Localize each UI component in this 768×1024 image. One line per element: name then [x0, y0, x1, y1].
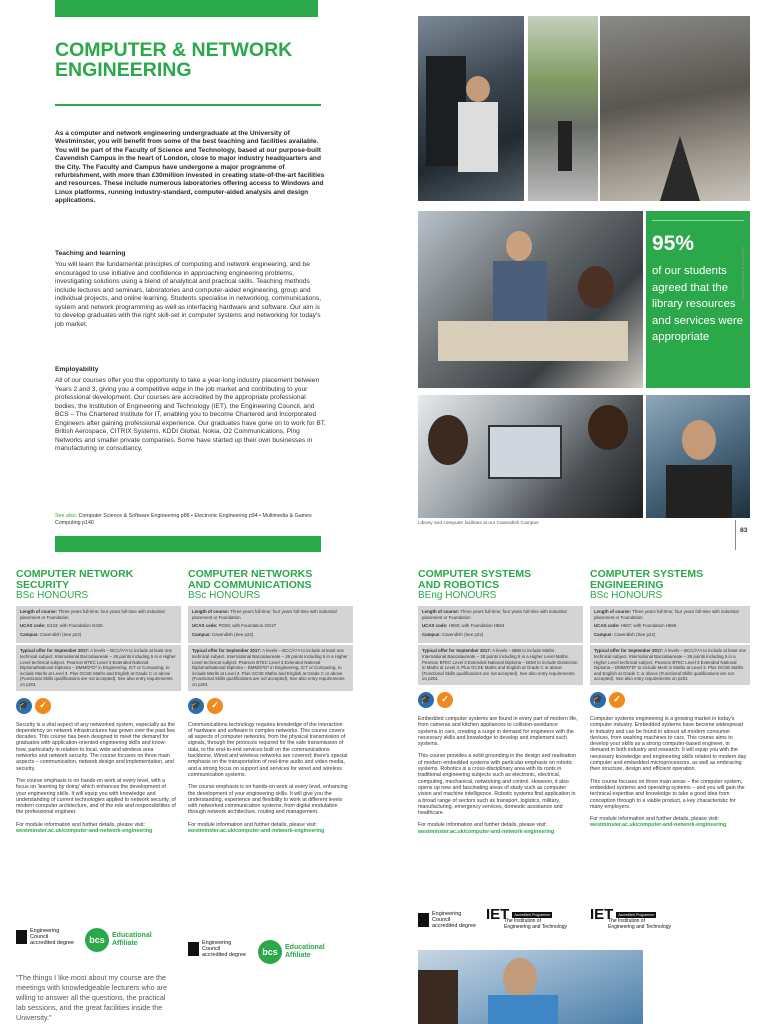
employability-heading: Employability — [55, 366, 99, 373]
checkmark-icon: ✓ — [207, 698, 223, 714]
course-paragraph: The course emphasis is on hands-on work at every level, enhancing the development of your engineering skills. It will give you the understanding, experience and flexibility to work at different levels with networked communication systems, from digital modulation through network architecture, routing and management. — [188, 784, 348, 816]
length-value: Three years full-time; four years full-time with industrial placement or Foundation — [594, 609, 739, 620]
logo-text: Council — [30, 934, 49, 940]
logo-text: Engineering and Technology — [504, 924, 568, 930]
course-info-box — [418, 606, 583, 643]
course-title: COMPUTER SYSTEMS ENGINEERING — [590, 568, 704, 591]
course-paragraph: Embedded computer systems are found in every part of modern life, from cameras and kitchen appliances to collision-avoidance systems in cars, creating a surge in demand for engineers with the necessary skills and knowledge to develop and implement such systems. — [418, 715, 578, 748]
offer-label: Typical offer for September 2017: — [422, 648, 492, 654]
ucas-label: UCAS code: — [422, 623, 448, 629]
photo-student-bottom — [418, 950, 643, 1024]
logo-text: Educational — [112, 932, 152, 939]
mortarboard-icon: 🎓 — [590, 692, 606, 708]
employability-text: All of our courses offer you the opportunity to take a year-long industry placement between Years 2 and 3, giving you a competitive edge in the job market and contributing to your professional development. Our courses are accredited by the appropriate professional bodies, the Institution of Engineering and Technology (IET), the Engineering Council, and BCS – The Chartered Institute for IT, enabling you to become Chartered and Incorporated Engineers after gaining professional experience. Our graduates have gone on to work for BT, British Aerospace, CITRIX Systems, KDDI Global, Nokia, O2 Communications, Ping Networks and smaller private companies. Some have started up their own businesses in manufacturing or consultancy. — [55, 377, 326, 452]
mortarboard-icon: 🎓 — [418, 692, 434, 708]
more-info-text: For module information and further details, please visit: — [188, 821, 317, 828]
course-link[interactable]: westminster.ac.uk/computer-and-network-engineering — [16, 827, 153, 834]
photo-caption: Library and computer facilities at our Cavendish Campus — [418, 521, 539, 526]
photo-student-portrait — [646, 395, 750, 518]
campus-value: Cavendish (See p22) — [614, 631, 656, 637]
length-label: Length of course: — [20, 609, 58, 614]
logo-text: Engineering — [202, 940, 232, 946]
course-info-box — [16, 606, 181, 643]
course-link[interactable]: westminster.ac.uk/computer-and-network-engineering — [590, 822, 727, 829]
logo-text: Council — [432, 917, 451, 923]
logo-text: The Institution of — [608, 918, 645, 924]
stat-number: 95% — [652, 232, 695, 255]
course-degree: BSc HONOURS — [590, 590, 663, 601]
campus-value: Cavendish (See p22) — [40, 631, 82, 637]
intro-paragraph: As a computer and network engineering undergraduate at the University of Westminster, you will benefit from some of the best teaching and facilities available. You will be part of the Faculty of Science and Technology, based at our purpose-built Cavendish Campus in the heart of London, close to major industry headquarters and the City. The Faculty and Campus have undergone a major programme of refurbishment, with more than £30million invested in creating state-of-the-art facilities and resources. These include numerous laboratories offering access to Windows and Linux platforms, running industry-standard, computer-aided analysis and design applications. — [55, 130, 325, 205]
engineering-council-logo — [16, 928, 74, 946]
page-title: COMPUTER & NETWORK ENGINEERING — [55, 39, 293, 81]
photo-campus-street — [528, 16, 598, 201]
mortarboard-icon: 🎓 — [188, 698, 204, 714]
course-offer-box — [188, 645, 353, 690]
photo-library-students — [418, 211, 643, 388]
see-also — [55, 513, 323, 527]
logo-text: Educational — [285, 944, 325, 951]
course-degree: BSc HONOURS — [16, 590, 89, 601]
iet-mark-icon: IET — [590, 906, 614, 923]
teaching-text: You will learn the fundamental principles of computing and network engineering, and be encouraged to use initiative and confidence in approaching engineering problems, investigating solutions using a blend of analytical and practical skills. Teaching methods include lectures and seminars, laboratories and computer-aided engineering, group and individual projects, and online learning. Students specialise in networking, communications, system and network programming as well as interfacing hardware and software. Our aim is to develop graduates with the right skill-set in computer systems and networking for today's job market. — [55, 261, 322, 328]
logo-text: Affiliate — [285, 952, 311, 959]
iet-mark-icon: IET — [486, 906, 510, 923]
logo-text: Engineering and Technology — [608, 924, 672, 930]
ucas-value: H650; with Foundation H653 — [448, 623, 505, 629]
logo-text: accredited degree — [30, 940, 75, 946]
course-icons — [590, 692, 750, 708]
engineering-council-mark-icon — [188, 942, 199, 956]
mortarboard-icon: 🎓 — [16, 698, 32, 714]
student-quote: "The things I like most about my course are the meetings with knowledgeable lecturers who are willing to answer all the questions, the practical lab sessions, and the great facilities inside the University." — [16, 973, 168, 1022]
title-rule — [55, 104, 321, 106]
course-icons — [418, 692, 583, 708]
course-paragraph: Security is a vital aspect of any networked system, especially as the dependency on network infrastructures has grown over the past few decades. This course has been designed to meet the demand for graduates with application-oriented engineering skills and know-how, particularly in relation to local, wide and wireless area networks and network security. The course focuses on three main aspects – communication, network design and implementation, and security. — [16, 721, 175, 772]
stat-box — [646, 211, 750, 388]
course-paragraph: The course emphasis is on hands-on work at every level, with a focus on 'learning by doing' which enhances the development of your engineering skills. It will equip you with knowledge and understanding of current technologies applied to network security, of modern computer architecture, and of the role and responsibilities of the professional engineer. — [16, 777, 176, 816]
course-networks-communications — [188, 569, 353, 834]
engineering-council-logo — [188, 940, 246, 958]
engineering-council-mark-icon — [418, 913, 429, 927]
course-description — [188, 722, 348, 835]
ucas-value: H657; with Foundation H656 — [620, 623, 677, 629]
iet-logo — [486, 906, 568, 930]
see-also-label: See also: — [55, 513, 78, 519]
photo-computer-lab — [418, 395, 643, 518]
bcs-mark-icon: bcs — [85, 928, 109, 952]
iet-logo — [590, 906, 672, 930]
course-paragraph: Communications technology requires knowledge of the interaction of hardware and software in complex networks. This course covers all aspects of computer networks, from the physical transmission of signals, through the protocols required for the safe transmission of data, to the end-to-end services built on the communications backbone. Wired and wireless networks are covered; there's special emphasis on the transportation of real-time audio and video media, and a strong focus on support and services for wired and wireless communication systems. — [188, 721, 348, 778]
page-number-rule — [735, 520, 736, 550]
engineering-council-logo — [418, 911, 476, 929]
course-link[interactable]: westminster.ac.uk/computer-and-network-engineering — [188, 827, 325, 834]
course-paragraph: This course provides a solid grounding in the design and realisation of modern embedded systems with particular emphasis on robotic systems. Robotics is a cross-disciplinary area with its roots in traditional engineering subjects such as electronic, electrical, computing, mechanical, networking and control. However, it also opens up new and fascinating areas of study such as computer vision and machine intelligence. Robotic systems find application in a broad range of sectors such as transport, logistics, military, manufacturing, emergency services, domestic assistance and healthcare. — [418, 753, 577, 817]
offer-label: Typical offer for September 2017: — [20, 648, 90, 654]
top-green-bar — [55, 0, 318, 17]
bcs-mark-icon: bcs — [258, 940, 282, 964]
course-info-box — [590, 606, 750, 643]
course-offer-box — [590, 645, 750, 685]
stat-source: National Student Survey 2016 — [740, 246, 745, 300]
engineering-council-mark-icon — [16, 930, 27, 944]
offer-value: A levels – BCC/A*A to include at least one technical subject. International Baccalaureate – 26 points including 5 in a Higher Level technical subject. Pearson BTEC Level 3 Extended National Diploma – DMM/D*D* to include Merit in Maths at Level 3. Plus GCSE Maths and English at Grade C or above (Functional Skills qualifications are not accepted). See also entry requirements on p201 — [594, 648, 746, 682]
course-icons — [16, 698, 181, 714]
campus-label: Campus: — [422, 631, 441, 637]
see-also-text: Computer Science & Software Engineering p86 • Electronic Engineering p94 • Multimedia & Games Computing p140 — [55, 513, 312, 526]
ucas-value: G423; with Foundation G425 — [46, 623, 103, 629]
checkmark-icon: ✓ — [609, 692, 625, 708]
logo-text: Council — [202, 946, 221, 952]
campus-value: Cavendish (See p22) — [442, 631, 484, 637]
bcs-logo — [258, 940, 325, 964]
logo-text: Affiliate — [112, 940, 138, 947]
course-network-security — [16, 569, 181, 834]
logo-text: accredited degree — [202, 952, 247, 958]
offer-value: A levels – BCC/A*A to include at least one technical subject. International Baccalaureate – 26 points including 5 in a Higher Level technical subject. Pearson BTEC Level 3 Extended National Diploma/National Diploma – DMM/D*D* in Engineering, ICT or Computing, to include Merits at Level 3. Plus GCSE Maths and English at Grade C or above (Functional Skills qualifications are not accepted). See also entry requirements on p201 — [20, 648, 176, 687]
course-link[interactable]: westminster.ac.uk/computer-and-network-engineering — [418, 828, 555, 835]
offer-label: Typical offer for September 2017: — [594, 648, 664, 654]
length-label: Length of course: — [422, 609, 460, 614]
ucas-label: UCAS code: — [594, 623, 620, 629]
course-description — [418, 716, 578, 835]
more-info-text: For module information and further details, please visit: — [590, 816, 719, 823]
course-paragraph: Computer systems engineering is a growing market in today's computer industry. Embedded systems have become widespread in industry and can be found in almost all modern consumer devices, from washing machines to cars. This course aims to develop your skills as a strong computer-based engineer, in demand in both industry and research. It will equip you with the necessary knowledge and engineering skills related to modern day computer and embedded microprocessors, as well as embracing their structure, design and efficient operation. — [590, 715, 747, 773]
course-title: COMPUTER NETWORKS AND COMMUNICATIONS — [188, 568, 313, 591]
course-title: COMPUTER SYSTEMS AND ROBOTICS — [418, 568, 532, 591]
length-label: Length of course: — [192, 609, 230, 614]
teaching-heading: Teaching and learning — [55, 250, 126, 257]
logo-text: The Institution of — [504, 918, 541, 924]
more-info-text: For module information and further details, please visit: — [418, 822, 547, 829]
logo-text: Accredited Programme — [514, 913, 551, 917]
course-degree: BSc HONOURS — [188, 590, 261, 601]
course-description — [590, 716, 748, 829]
campus-value: Cavendish (See p22) — [212, 631, 254, 637]
bottom-left-green-bar — [55, 536, 321, 552]
campus-label: Campus: — [192, 631, 211, 637]
course-offer-box — [16, 645, 181, 690]
course-title: COMPUTER NETWORK SECURITY — [16, 568, 134, 591]
logo-text: Engineering — [30, 928, 60, 934]
campus-label: Campus: — [20, 631, 39, 637]
campus-label: Campus: — [594, 631, 613, 637]
page-number: 83 — [740, 527, 748, 534]
course-degree: BEng HONOURS — [418, 590, 497, 601]
offer-value: A levels – BBB to include Maths. International Baccalaureate – 28 points including 5 in a Higher Level Maths. Pearson BTEC Level 3 Extended National Diploma – DDM to include Distinction in Maths at Level 3. Plus GCSE Maths and English at Grade C or above (Functional Skills qualifications are not accepted). See also entry requirements on p201 — [422, 648, 578, 682]
ucas-label: UCAS code: — [192, 623, 218, 629]
course-description — [16, 722, 176, 835]
logo-text: Accredited Programme — [618, 913, 655, 917]
course-icons — [188, 698, 353, 714]
checkmark-icon: ✓ — [35, 698, 51, 714]
length-label: Length of course: — [594, 609, 632, 614]
course-systems-robotics — [418, 569, 583, 835]
logo-text: Engineering — [432, 911, 462, 917]
more-info-text: For module information and further details, please visit: — [16, 821, 145, 828]
ucas-value: PG94; with Foundation GG27 — [218, 623, 277, 629]
bcs-logo — [85, 928, 152, 952]
length-value: Three years full-time; four years full-time with industrial placement or Foundation — [20, 609, 165, 620]
offer-value: A levels – BCC/A*A to include at least one technical subject. International Baccalaureate – 26 points including 5 in a Higher Level technical subject. Pearson BTEC Level 3 Extended National Diploma/National Diploma – DMM/D*D* in Engineering, ICT or Computing, to include Merits at Level 3. Plus GCSE Maths and English at Grade C or above (Functional Skills qualifications are not accepted). See also entry requirements on p201 — [192, 648, 348, 687]
course-systems-engineering — [590, 569, 750, 829]
checkmark-icon: ✓ — [437, 692, 453, 708]
course-info-box — [188, 606, 353, 643]
length-value: Three years full-time; four years full-time with industrial placement or Foundation — [192, 609, 337, 620]
stat-text: of our students agreed that the library resources and services were appropriate — [652, 265, 744, 343]
offer-label: Typical offer for September 2017: — [192, 648, 262, 654]
photo-lab-server — [418, 16, 524, 201]
logo-text: accredited degree — [432, 923, 477, 929]
course-paragraph: This course focuses on three main areas – the computer system, embedded systems and operating systems – and you will gain the technical expertise and knowledge to take a good idea from conception through to a viable product, a key characteristic for many employers. — [590, 778, 745, 810]
ucas-label: UCAS code: — [20, 623, 46, 629]
course-offer-box — [418, 645, 583, 685]
length-value: Three years full-time; four years full-time with industrial placement or Foundation — [422, 609, 567, 620]
photo-campus-building — [600, 16, 750, 201]
